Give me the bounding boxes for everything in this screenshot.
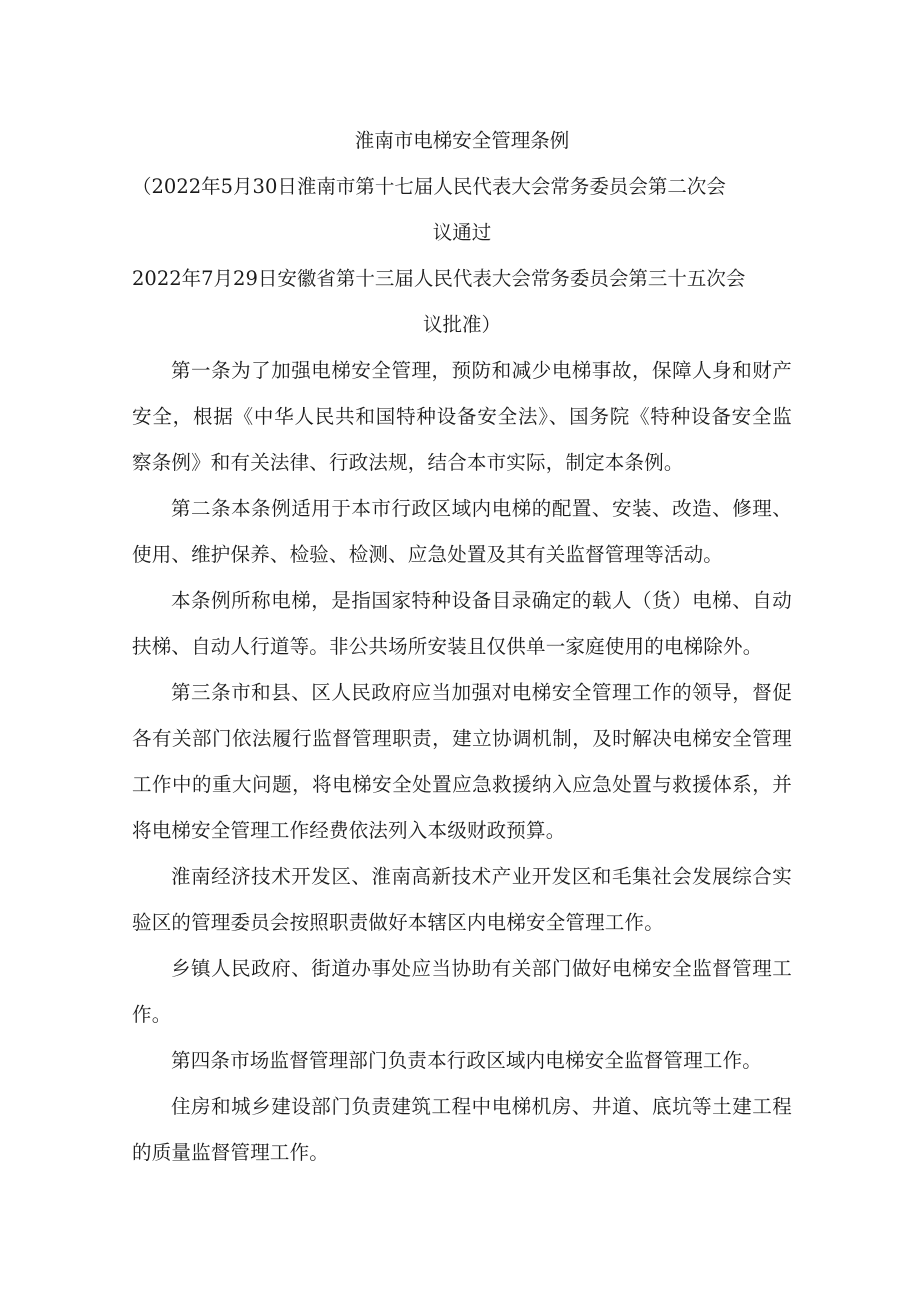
header-line-4: 议批准） xyxy=(422,313,501,336)
header-line-3: 2022年7月29日安徽省第十三届人民代表大会常务委员会第三十五次会 xyxy=(132,267,746,290)
paragraph-township-governments: 乡镇人民政府、街道办事处应当协助有关部门做好电梯安全监督管理工作。 xyxy=(132,957,792,1026)
paragraph-article-1: 第一条为了加强电梯安全管理，预防和减少电梯事故，保障人身和财产安全，根据《中华人民共和国特种设备安全法》、国务院《特种设备安全监察条例》和有关法律、行政法规，结合本市实际，制定本条例。 xyxy=(132,359,792,474)
header-line-2: 议通过 xyxy=(432,221,492,244)
paragraph-development-zones: 淮南经济技术开发区、淮南高新技术产业开发区和毛集社会发展综合实验区的管理委员会按照职责做好本辖区内电梯安全管理工作。 xyxy=(132,865,792,934)
paragraph-article-2: 第二条本条例适用于本市行政区域内电梯的配置、安装、改造、修理、使用、维护保养、检验、检测、应急处置及其有关监督管理等活动。 xyxy=(132,497,792,566)
paragraph-article-4: 第四条市场监督管理部门负责本行政区域内电梯安全监督管理工作。 xyxy=(171,1049,763,1072)
header-line-1: （2022年5月30日淮南市第十七届人民代表大会常务委员会第二次会 xyxy=(132,175,726,198)
paragraph-housing-construction: 住房和城乡建设部门负责建筑工程中电梯机房、井道、底坑等土建工程的质量监督管理工作。 xyxy=(132,1095,792,1164)
document-title: 淮南市电梯安全管理条例 xyxy=(354,129,570,152)
document-body xyxy=(132,118,792,1176)
paragraph-elevator-definition: 本条例所称电梯，是指国家特种设备目录确定的载人（货）电梯、自动扶梯、自动人行道等。非公共场所安装且仅供单一家庭使用的电梯除外。 xyxy=(132,589,792,658)
paragraph-article-3: 第三条市和县、区人民政府应当加强对电梯安全管理工作的领导，督促各有关部门依法履行监督管理职责，建立协调机制，及时解决电梯安全管理工作中的重大问题，将电梯安全处置应急救援纳入应急处置与救援体系，并将电梯安全管理工作经费依法列入本级财政预算。 xyxy=(132,681,792,842)
